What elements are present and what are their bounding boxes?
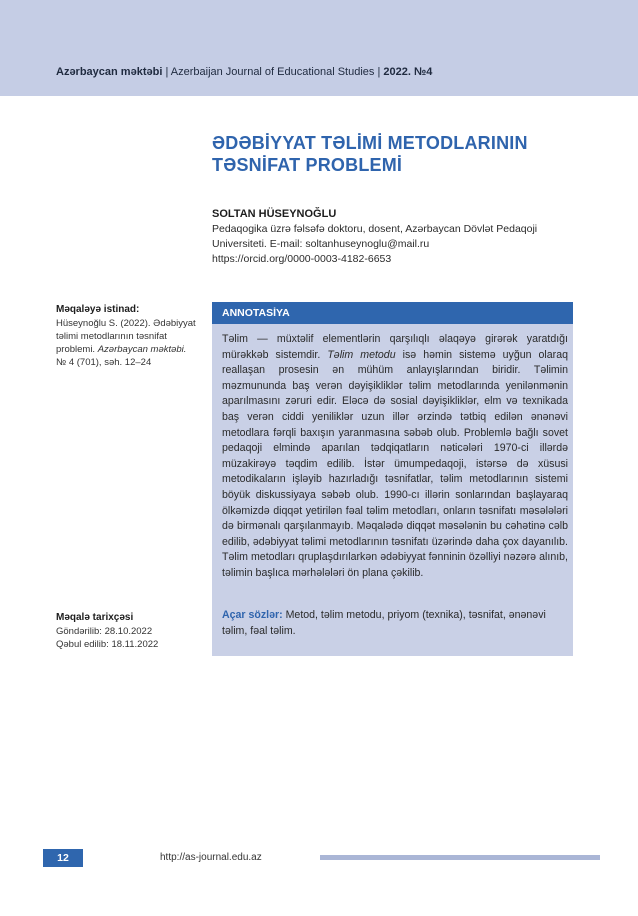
citation-journal-italic: Azərbaycan məktəbi.: [97, 344, 187, 355]
accepted-date: Qəbul edilib: 18.11.2022: [56, 639, 159, 650]
author-affiliation-line1: Pedaqogika üzrə fəlsəfə doktoru, dosent, Azərbaycan Dövlət Pedaqoji: [212, 223, 538, 235]
journal-name-az: Azərbaycan məktəbi: [56, 66, 163, 78]
footer-rule: [320, 855, 600, 860]
issue-label: 2022. №4: [383, 66, 433, 78]
article-history-title: Məqalə tarixçəsi: [56, 612, 134, 623]
abstract-text-part1: Təlim — müxtəlif elementlərin qarşılıqlı əlaqəyə girərək yaratdığı mürəkkəb sistemdir.: [222, 333, 568, 361]
citation-line3: [56, 343, 196, 356]
keywords-label: Açar sözlər:: [222, 609, 283, 621]
citation-line4: № 4 (701), səh. 12–24: [56, 357, 152, 368]
abstract-heading: ANNOTASİYA: [212, 302, 573, 324]
abstract-text-part2: isə həmin sistemə uyğun olaraq reallaşan prosesin ən mühüm anlayışlarından biridir. Təlimin məzmununda baş verən dəyişikliklər təlim metodlarında yenilənmənin aparılmasını zəruri edir. Eləcə də sosial dəyişikliklər, elm və texnikada baş verən ciddi yeniliklər uzun illər ərzində tətbiq edilən ənənəvi metodlara fərqli baxışın yaranmasına səbəb olub. Problemlə bağlı sovet pedaqoji elmində aparılan tədqiqatların nəticələri 1970-ci illərdə müzakirəyə təqdim edilib. İstər ümumpedaqoji, istərsə də xüsusi metodikaların işləyib hazırladığı təsnifatlar, təlim metodlarının sistemi böyük diskussiyaya səbəb olub. 1990-cı illərin sonlarından başlayaraq ölkəmizdə diqqət yetirilən fəal təlim metodları, onların təsnifatı məsələləri də birmənalı qarşılanmayıb. Məqalədə diqqət məsələnin bu cəhətinə cəlb edilib, ədəbiyyat təlimi metodlarının təsnifatı üzərində daha çox dayanılıb. Təlim metodları qruplaşdırılarkən ədəbiyyat fənninin özəlliyi nəzərə alınıb, təlimin başlıca mərhələləri ön plana çəkilib.: [222, 348, 568, 579]
keywords-list: Metod, təlim metodu, priyom (texnika), təsnifat, ənənəvi təlim, fəal təlim.: [222, 609, 546, 637]
header-separator: |: [165, 66, 169, 78]
citation-block: [56, 304, 196, 369]
abstract-text: [222, 332, 568, 582]
article-title-line2: TƏSNİFAT PROBLEMİ: [212, 155, 403, 175]
footer-url-link[interactable]: http://as-journal.edu.az: [160, 852, 262, 863]
header-separator: |: [377, 66, 381, 78]
citation-line1: Hüseynoğlu S. (2022). Ədəbiyyat: [56, 318, 196, 329]
citation-line3-plain: problemi.: [56, 344, 98, 355]
journal-header: [56, 66, 432, 78]
author-block: [212, 208, 592, 267]
citation-line2: təlimi metodlarının təsnifat: [56, 331, 167, 342]
abstract-text-italic: Təlim metodu: [327, 348, 396, 361]
article-history-block: [56, 612, 196, 651]
article-title: [212, 132, 592, 176]
citation-title: Məqaləyə istinad:: [56, 304, 140, 315]
author-affiliation-line2: Universiteti. E-mail: soltanhuseynoglu@mail.ru: [212, 238, 430, 250]
author-orcid-link[interactable]: https://orcid.org/0000-0003-4182-6653: [212, 253, 392, 265]
author-name: SOLTAN HÜSEYNOĞLU: [212, 208, 337, 220]
header-band: [0, 0, 638, 96]
article-title-line1: ƏDƏBİYYAT TƏLİMİ METODLARININ: [212, 133, 528, 153]
abstract-box: [212, 302, 573, 656]
journal-name-en: Azerbaijan Journal of Educational Studies: [170, 66, 375, 78]
page-number: 12: [43, 849, 83, 867]
submitted-date: Göndərilib: 28.10.2022: [56, 626, 153, 637]
keywords: [222, 608, 568, 639]
